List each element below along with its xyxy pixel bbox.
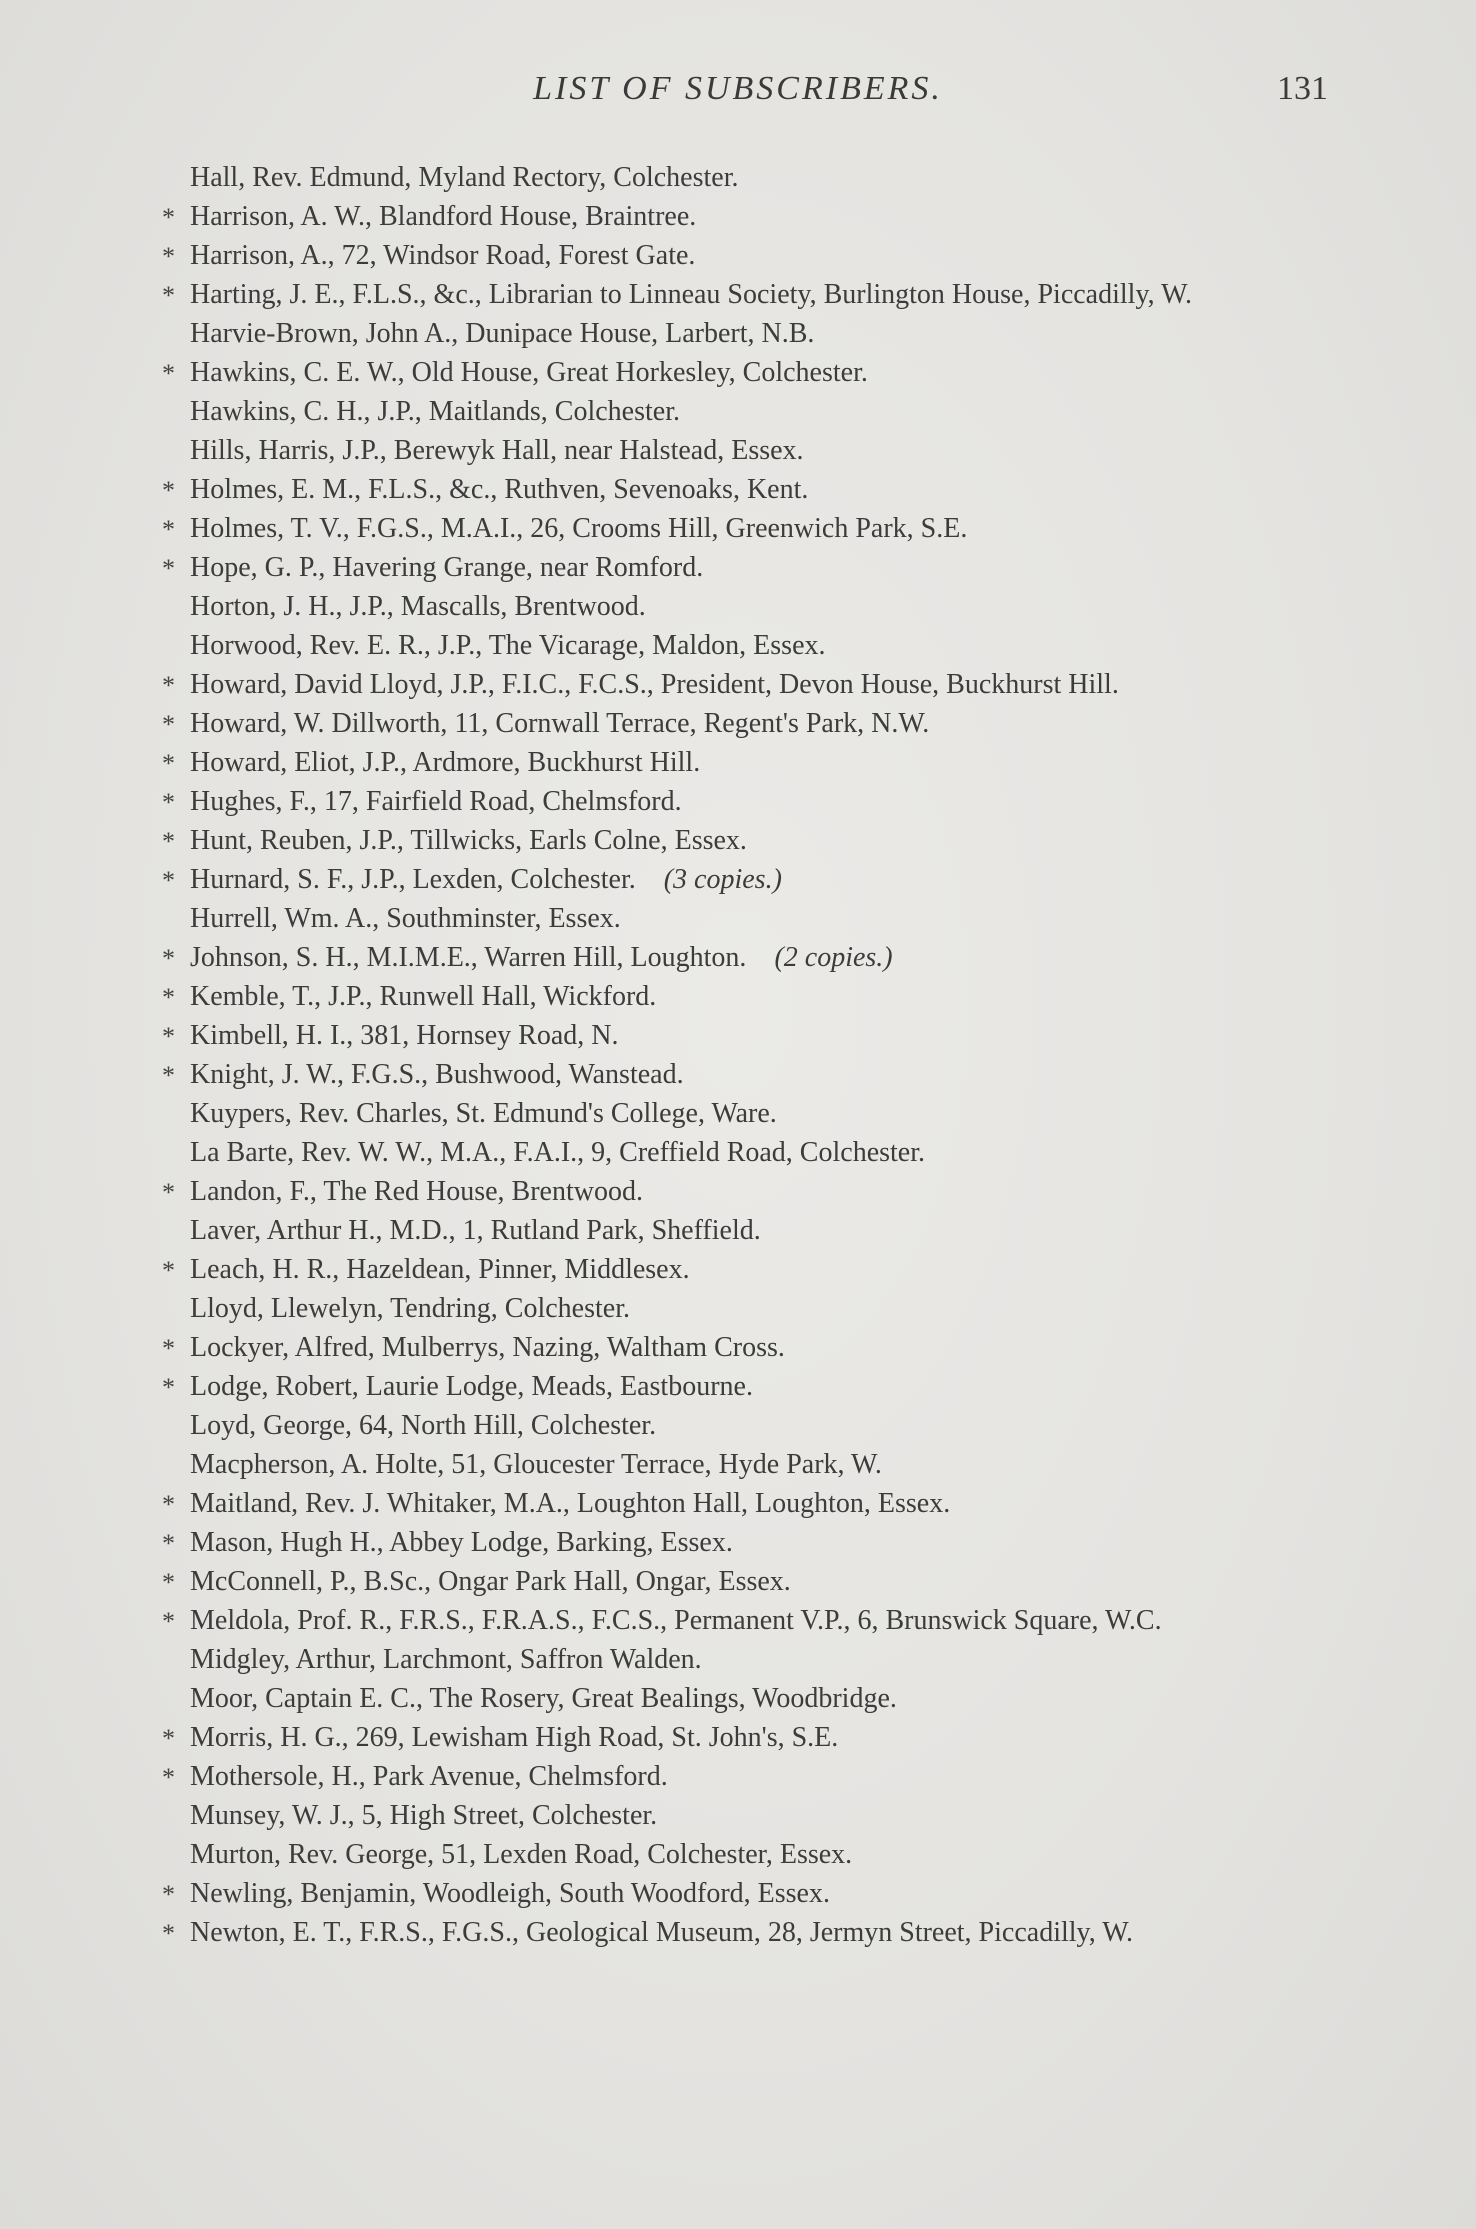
subscriber-name-address: Leach, H. R., Hazeldean, Pinner, Middlesex. [190, 1254, 690, 1285]
subscriber-marker: * [162, 866, 175, 895]
subscriber-entry [190, 1211, 1340, 1250]
subscriber-marker: * [162, 749, 175, 778]
subscriber-entry [162, 977, 1340, 1016]
subscriber-name-address: Howard, W. Dillworth, 11, Cornwall Terrace, Regent's Park, N.W. [190, 708, 930, 739]
subscriber-text-wrap [190, 860, 1340, 899]
subscriber-marker: * [162, 944, 175, 973]
subscriber-entry [162, 1172, 1340, 1211]
subscriber-marker: * [162, 1880, 175, 1909]
subscriber-entry [190, 1835, 1340, 1874]
running-title: LIST OF SUBSCRIBERS. [533, 70, 943, 107]
subscriber-text-wrap [190, 782, 1340, 821]
subscriber-name-address: Howard, Eliot, J.P., Ardmore, Buckhurst Hill. [190, 747, 701, 778]
subscriber-entry [162, 1562, 1340, 1601]
subscriber-entry [190, 1406, 1340, 1445]
subscriber-text-wrap [190, 1328, 1340, 1367]
subscriber-name-address: Hurnard, S. F., J.P., Lexden, Colchester. [190, 864, 636, 895]
subscriber-entry [190, 626, 1340, 665]
subscriber-name-address: Hills, Harris, J.P., Berewyk Hall, near Halstead, Essex. [190, 435, 804, 466]
subscriber-text-wrap [190, 665, 1340, 704]
subscriber-entry [162, 236, 1340, 275]
subscriber-marker: * [162, 1568, 175, 1597]
subscriber-text-wrap [190, 1172, 1340, 1211]
subscriber-entry [190, 899, 1340, 938]
subscriber-name-address: Mason, Hugh H., Abbey Lodge, Barking, Essex. [190, 1527, 733, 1558]
subscriber-text-wrap [190, 1445, 1340, 1484]
subscriber-entry [162, 1718, 1340, 1757]
page-number: 131 [1277, 70, 1328, 107]
subscriber-entry [162, 548, 1340, 587]
subscriber-text-wrap [190, 1211, 1340, 1250]
subscriber-name-address: Kemble, T., J.P., Runwell Hall, Wickford. [190, 981, 657, 1012]
subscriber-marker: * [162, 515, 175, 544]
subscriber-entry [190, 1133, 1340, 1172]
subscriber-text-wrap [190, 1835, 1340, 1874]
subscriber-text-wrap [190, 470, 1340, 509]
subscriber-marker: * [162, 983, 175, 1012]
subscriber-text-wrap [190, 1289, 1340, 1328]
subscriber-marker: * [162, 203, 175, 232]
subscriber-text-wrap [190, 1757, 1340, 1796]
subscriber-text-wrap [190, 1484, 1340, 1523]
subscriber-entry [162, 1055, 1340, 1094]
subscriber-text-wrap [190, 899, 1340, 938]
subscriber-text-wrap [190, 587, 1340, 626]
copies-note: (3 copies.) [663, 864, 782, 895]
subscriber-entry [190, 1289, 1340, 1328]
subscriber-text-wrap [190, 1523, 1340, 1562]
subscriber-entry [162, 1523, 1340, 1562]
subscriber-marker: * [162, 1334, 175, 1363]
subscriber-entry [162, 743, 1340, 782]
subscriber-name-address: Hope, G. P., Havering Grange, near Romford. [190, 552, 704, 583]
subscriber-name-address: Knight, J. W., F.G.S., Bushwood, Wanstead. [190, 1059, 684, 1090]
subscriber-text-wrap [190, 821, 1340, 860]
subscriber-name-address: Landon, F., The Red House, Brentwood. [190, 1176, 643, 1207]
subscriber-marker: * [162, 476, 175, 505]
subscriber-text-wrap [190, 1679, 1340, 1718]
subscriber-name-address: Howard, David Lloyd, J.P., F.I.C., F.C.S., President, Devon House, Buckhurst Hill. [190, 669, 1119, 700]
subscriber-name-address: Lockyer, Alfred, Mulberrys, Nazing, Waltham Cross. [190, 1332, 785, 1363]
subscriber-name-address: Kuypers, Rev. Charles, St. Edmund's College, Ware. [190, 1098, 777, 1129]
subscriber-marker: * [162, 359, 175, 388]
subscriber-name-address: La Barte, Rev. W. W., M.A., F.A.I., 9, Creffield Road, Colchester. [190, 1137, 925, 1168]
subscriber-text-wrap [190, 1601, 1340, 1640]
subscriber-name-address: Hunt, Reuben, J.P., Tillwicks, Earls Colne, Essex. [190, 825, 747, 856]
subscriber-name-address: Horwood, Rev. E. R., J.P., The Vicarage, Maldon, Essex. [190, 630, 826, 661]
subscriber-name-address: Harrison, A. W., Blandford House, Braintree. [190, 201, 697, 232]
subscriber-name-address: Morris, H. G., 269, Lewisham High Road, St. John's, S.E. [190, 1722, 839, 1753]
subscriber-entry [162, 860, 1340, 899]
subscriber-name-address: Holmes, T. V., F.G.S., M.A.I., 26, Crooms Hill, Greenwich Park, S.E. [190, 513, 968, 544]
subscriber-text-wrap [190, 236, 1340, 275]
subscriber-text-wrap [190, 704, 1340, 743]
subscriber-name-address: Mothersole, H., Park Avenue, Chelmsford. [190, 1761, 668, 1792]
subscriber-name-address: Macpherson, A. Holte, 51, Gloucester Terrace, Hyde Park, W. [190, 1449, 882, 1480]
subscriber-entry [162, 782, 1340, 821]
subscriber-name-address: Johnson, S. H., M.I.M.E., Warren Hill, Loughton. [190, 942, 747, 973]
subscriber-text-wrap [190, 431, 1340, 470]
subscriber-name-address: Midgley, Arthur, Larchmont, Saffron Walden. [190, 1644, 702, 1675]
subscriber-text-wrap [190, 1133, 1340, 1172]
subscriber-entry [162, 938, 1340, 977]
subscriber-entry [190, 314, 1340, 353]
subscriber-text-wrap [190, 509, 1340, 548]
subscriber-name-address: Meldola, Prof. R., F.R.S., F.R.A.S., F.C.S., Permanent V.P., 6, Brunswick Square, W.C. [190, 1605, 1162, 1636]
subscriber-text-wrap [190, 1718, 1340, 1757]
subscriber-entry [162, 665, 1340, 704]
subscriber-entry [162, 1016, 1340, 1055]
subscriber-text-wrap [190, 1016, 1340, 1055]
subscriber-name-address: Munsey, W. J., 5, High Street, Colchester. [190, 1800, 658, 1831]
subscriber-entry [190, 1679, 1340, 1718]
subscriber-entry [162, 1367, 1340, 1406]
subscriber-text-wrap [190, 1640, 1340, 1679]
subscriber-entry [162, 704, 1340, 743]
subscriber-marker: * [162, 1061, 175, 1090]
subscriber-entry [162, 470, 1340, 509]
subscriber-name-address: Harting, J. E., F.L.S., &c., Librarian to Linneau Society, Burlington House, Piccadilly, W. [190, 279, 1192, 310]
subscriber-text-wrap [190, 626, 1340, 665]
subscriber-name-address: Maitland, Rev. J. Whitaker, M.A., Loughton Hall, Loughton, Essex. [190, 1488, 951, 1519]
subscriber-marker: * [162, 1724, 175, 1753]
subscriber-entry [162, 1328, 1340, 1367]
subscriber-name-address: Harvie-Brown, John A., Dunipace House, Larbert, N.B. [190, 318, 815, 349]
subscriber-name-address: Lloyd, Llewelyn, Tendring, Colchester. [190, 1293, 630, 1324]
subscriber-text-wrap [190, 743, 1340, 782]
subscriber-entry [162, 1484, 1340, 1523]
subscriber-entry [162, 1874, 1340, 1913]
subscriber-entry [190, 1796, 1340, 1835]
subscriber-entry [190, 392, 1340, 431]
subscriber-text-wrap [190, 1055, 1340, 1094]
subscriber-name-address: Horton, J. H., J.P., Mascalls, Brentwood. [190, 591, 646, 622]
subscriber-text-wrap [190, 1913, 1340, 1952]
subscriber-text-wrap [190, 1094, 1340, 1133]
subscriber-marker: * [162, 1178, 175, 1207]
subscriber-marker: * [162, 710, 175, 739]
subscriber-name-address: McConnell, P., B.Sc., Ongar Park Hall, Ongar, Essex. [190, 1566, 791, 1597]
subscriber-text-wrap [190, 1367, 1340, 1406]
subscriber-marker: * [162, 671, 175, 700]
subscriber-name-address: Hurrell, Wm. A., Southminster, Essex. [190, 903, 621, 934]
copies-note: (2 copies.) [774, 942, 893, 973]
subscriber-text-wrap [190, 197, 1340, 236]
subscriber-entry [190, 587, 1340, 626]
subscriber-marker: * [162, 788, 175, 817]
subscriber-text-wrap [190, 1406, 1340, 1445]
subscriber-name-address: Hall, Rev. Edmund, Myland Rectory, Colchester. [190, 162, 739, 193]
subscriber-text-wrap [190, 314, 1340, 353]
subscriber-marker: * [162, 827, 175, 856]
subscriber-text-wrap [190, 1874, 1340, 1913]
subscriber-name-address: Hawkins, C. H., J.P., Maitlands, Colchester. [190, 396, 680, 427]
subscriber-marker: * [162, 1529, 175, 1558]
subscriber-name-address: Loyd, George, 64, North Hill, Colchester. [190, 1410, 657, 1441]
subscriber-marker: * [162, 281, 175, 310]
subscriber-name-address: Moor, Captain E. C., The Rosery, Great Bealings, Woodbridge. [190, 1683, 897, 1714]
subscriber-text-wrap [190, 1796, 1340, 1835]
subscriber-marker: * [162, 1919, 175, 1948]
subscriber-text-wrap [190, 1250, 1340, 1289]
subscriber-entry [162, 821, 1340, 860]
subscriber-name-address: Newling, Benjamin, Woodleigh, South Woodford, Essex. [190, 1878, 830, 1909]
subscriber-text-wrap [190, 158, 1340, 197]
subscriber-entry [162, 1601, 1340, 1640]
subscriber-marker: * [162, 1256, 175, 1285]
subscriber-entry [190, 431, 1340, 470]
subscriber-name-address: Hughes, F., 17, Fairfield Road, Chelmsford. [190, 786, 682, 817]
subscriber-marker: * [162, 1607, 175, 1636]
subscriber-text-wrap [190, 1562, 1340, 1601]
subscriber-list [162, 158, 1340, 1952]
subscriber-name-address: Newton, E. T., F.R.S., F.G.S., Geological Museum, 28, Jermyn Street, Piccadilly, W. [190, 1917, 1134, 1948]
subscriber-marker: * [162, 242, 175, 271]
subscriber-entry [162, 1913, 1340, 1952]
subscriber-marker: * [162, 1373, 175, 1402]
subscriber-entry [162, 1757, 1340, 1796]
subscriber-name-address: Lodge, Robert, Laurie Lodge, Meads, Eastbourne. [190, 1371, 753, 1402]
subscriber-marker: * [162, 554, 175, 583]
subscriber-entry [162, 509, 1340, 548]
subscriber-entry [190, 1445, 1340, 1484]
subscriber-entry [190, 158, 1340, 197]
subscriber-name-address: Murton, Rev. George, 51, Lexden Road, Colchester, Essex. [190, 1839, 853, 1870]
subscriber-entry [190, 1094, 1340, 1133]
subscriber-entry [162, 275, 1340, 314]
subscriber-text-wrap [190, 548, 1340, 587]
subscriber-marker: * [162, 1022, 175, 1051]
subscriber-text-wrap [190, 275, 1340, 314]
subscriber-entry [190, 1640, 1340, 1679]
subscriber-name-address: Hawkins, C. E. W., Old House, Great Horkesley, Colchester. [190, 357, 868, 388]
subscriber-name-address: Holmes, E. M., F.L.S., &c., Ruthven, Sevenoaks, Kent. [190, 474, 809, 505]
subscriber-name-address: Kimbell, H. I., 381, Hornsey Road, N. [190, 1020, 619, 1051]
subscriber-entry [162, 197, 1340, 236]
subscriber-marker: * [162, 1490, 175, 1519]
page-header [0, 62, 1476, 122]
subscriber-name-address: Laver, Arthur H., M.D., 1, Rutland Park, Sheffield. [190, 1215, 761, 1246]
subscriber-entry [162, 353, 1340, 392]
subscriber-text-wrap [190, 938, 1340, 977]
subscriber-text-wrap [190, 392, 1340, 431]
subscriber-text-wrap [190, 977, 1340, 1016]
subscriber-entry [162, 1250, 1340, 1289]
subscriber-marker: * [162, 1763, 175, 1792]
subscriber-name-address: Harrison, A., 72, Windsor Road, Forest Gate. [190, 240, 696, 271]
subscriber-text-wrap [190, 353, 1340, 392]
